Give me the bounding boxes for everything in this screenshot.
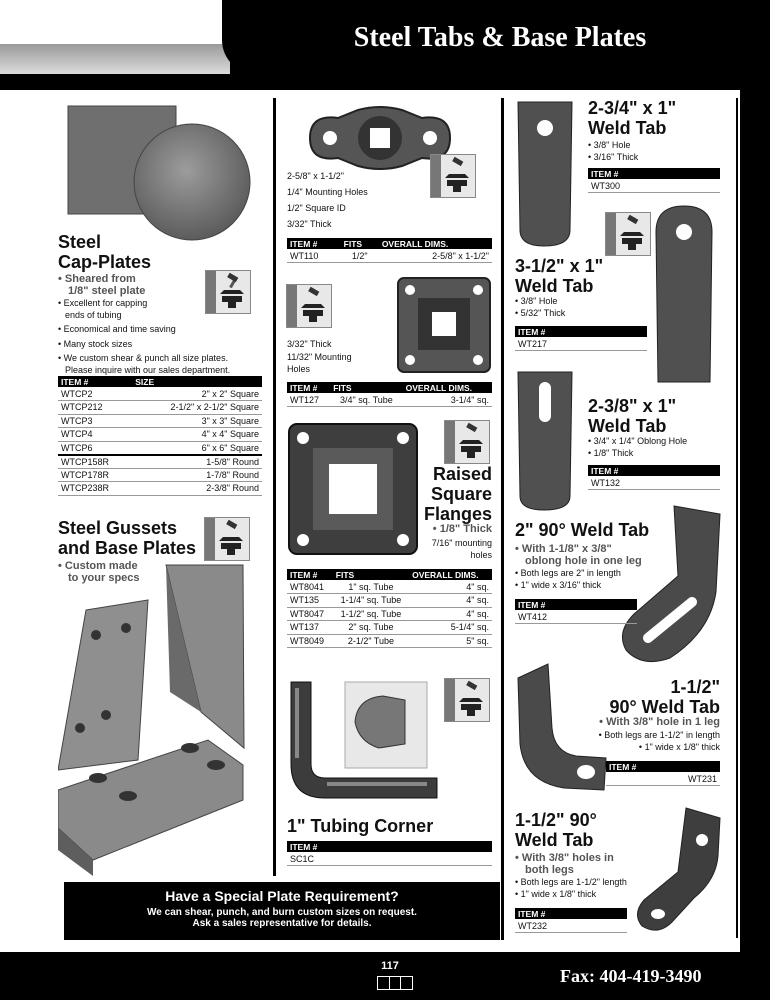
wt300-image [512, 98, 578, 250]
banner-line: We can shear, punch, and burn custom sizes on request. [147, 907, 417, 918]
table-row [606, 772, 720, 786]
wt231-bullets [560, 730, 720, 753]
column-divider-edge [736, 98, 738, 938]
table-row [588, 179, 720, 193]
item-size: 2-3/8" Round [132, 482, 262, 496]
item-fits: 3/4" sq. Tube [330, 393, 402, 407]
table-row [58, 387, 262, 401]
cap-plates-title-line2: Cap-Plates [58, 252, 152, 272]
cap-plates-image [66, 104, 252, 244]
spec-bullet: • 1/8" Thick [588, 447, 634, 458]
table-row [287, 393, 492, 407]
gussets-image [58, 560, 268, 876]
table-row [287, 594, 492, 608]
table-header-row [287, 238, 492, 249]
right-edge-bar [740, 0, 770, 1000]
item-dims: 5" sq. [409, 634, 492, 648]
wt132-bullets [588, 436, 687, 459]
tubing-corner-table [287, 841, 492, 866]
item-dims: 4" sq. [409, 580, 492, 594]
cap-bullet: Please inquire with our sales department. [65, 364, 231, 375]
spec-line: 3/32" Thick [287, 219, 332, 229]
item-dims: 3-1/4" sq. [403, 393, 492, 407]
item-size: 6" x 6" Square [132, 441, 262, 455]
fabrication-badge [286, 284, 332, 328]
item-number: WTCP178R [58, 468, 132, 482]
wt232-title-line2: Weld Tab [515, 830, 594, 850]
raised-flanges-title [400, 464, 492, 524]
spec-bullet: • 1" wide x 1/8" thick [638, 741, 720, 752]
cap-plates-title [58, 232, 151, 272]
table-row [58, 428, 262, 442]
table-header-row [287, 841, 492, 852]
square-flange-table [287, 382, 492, 407]
table-row [58, 401, 262, 415]
page-title: Steel Tabs & Base Plates [353, 22, 647, 53]
spec-bullet: • 3/4" x 1/4" Oblong Hole [588, 436, 688, 446]
special-plate-banner [64, 882, 500, 940]
wt217-title-line1: 3-1/2" x 1" [515, 256, 604, 276]
table-row [287, 607, 492, 621]
cap-plates-table [58, 376, 262, 496]
cap-plates-title-line1: Steel [58, 232, 102, 252]
fax-number: Fax: 404-419-3490 [560, 966, 702, 986]
table-header-row [606, 761, 720, 772]
table-row [287, 634, 492, 648]
wt231-lead: • With 3/8" hole in 1 leg [599, 716, 720, 728]
col-header-dims-label: DIMS. [454, 569, 479, 580]
wt300-table [588, 168, 720, 193]
fabrication-badge [430, 154, 476, 198]
table-row [287, 580, 492, 594]
cap-bullet: • We custom shear & punch all size plates. [58, 353, 229, 363]
wt412-lead-line1: • With 1-1/8" x 3/8" [515, 543, 612, 555]
gussets-lead-line2: to your specs [68, 572, 140, 584]
wt217-title-line2: Weld Tab [515, 276, 594, 296]
col-header-size: SIZE [132, 376, 262, 387]
wt232-title [515, 810, 597, 850]
item-fits: 1/2" [341, 249, 379, 263]
col-header-item: ITEM # [58, 376, 132, 387]
item-number: WTCP2 [58, 387, 132, 401]
spec-line: 7/16" mounting [431, 538, 492, 548]
fabrication-badge [444, 420, 490, 464]
wt412-bullets [515, 568, 621, 591]
anvil-icon [441, 155, 475, 197]
wt217-title [515, 256, 603, 296]
spec-line: 1/4" Mounting Holes [287, 187, 368, 197]
col-header-dims: OVERALL DIMS. [379, 238, 492, 249]
item-number: WTCP212 [58, 401, 132, 415]
anvil-icon [455, 679, 489, 721]
spec-line: holes [470, 549, 492, 560]
spec-bullet: • 3/8" Hole [588, 140, 631, 150]
item-size: 3" x 3" Square [132, 414, 262, 428]
item-size: 2" x 2" Square [132, 387, 262, 401]
col-header-item: ITEM # [287, 569, 333, 580]
col-header-dims [409, 569, 492, 580]
gussets-title [58, 518, 196, 558]
table-row [515, 919, 627, 933]
wt232-bullets [515, 877, 627, 900]
item-number: WT231 [606, 772, 720, 786]
banner-title: Have a Special Plate Requirement? [165, 888, 399, 904]
raised-flanges-title-line: Flanges [423, 504, 492, 524]
item-size: 1-5/8" Round [132, 455, 262, 469]
square-flange-specs [287, 336, 352, 375]
table-header-row [515, 326, 647, 337]
wt300-bullets [588, 140, 638, 163]
item-number: WT8041 [287, 580, 333, 594]
fabrication-badge [444, 678, 490, 722]
badge-strip [205, 518, 215, 560]
anvil-icon [297, 285, 331, 327]
wt232-lead-line2: both legs [525, 864, 574, 876]
item-number: WT135 [287, 594, 333, 608]
table-row [515, 610, 637, 624]
col-header-item: ITEM # [287, 841, 492, 852]
fabrication-badge [605, 212, 651, 256]
cap-bullet: • Economical and time saving [58, 324, 176, 334]
item-number: WTCP6 [58, 441, 132, 455]
table-row [515, 337, 647, 351]
table-header-row [515, 599, 637, 610]
item-number: WT217 [515, 337, 647, 351]
col-header-item: ITEM # [588, 465, 720, 476]
col-header-fits: FITS [330, 382, 402, 393]
column-divider-left [273, 98, 276, 876]
table-header-row [588, 168, 720, 179]
wt217-table [515, 326, 647, 351]
wt231-title-line1: 1-1/2" [670, 677, 720, 697]
anvil-icon [455, 421, 489, 463]
table-row [287, 249, 492, 263]
table-header-row [287, 382, 492, 393]
gussets-title-line2: and Base Plates [58, 538, 197, 558]
item-size: 4" x 4" Square [132, 428, 262, 442]
square-flange-image [396, 276, 492, 374]
raised-flanges-spec [400, 538, 492, 561]
badge-strip [287, 285, 297, 327]
cap-plates-lead [58, 273, 145, 297]
item-number: WTCP238R [58, 482, 132, 496]
item-dims: 4" sq. [409, 607, 492, 621]
wt232-lead-line1: • With 3/8" holes in [515, 852, 614, 864]
header-gradient-bar [0, 44, 230, 74]
spec-bullet: • 1" wide x 3/16" thick [515, 579, 602, 590]
oval-flange-specs [287, 168, 368, 232]
col-header-fits: FITS [341, 238, 379, 249]
item-fits: 1-1/4" sq. Tube [333, 594, 409, 608]
col-header-item: ITEM # [606, 761, 720, 772]
item-number: WT232 [515, 919, 627, 933]
raised-flanges-table [287, 569, 492, 648]
raised-flanges-title-line: Square [430, 484, 492, 504]
fabrication-badge [205, 270, 251, 314]
item-number: WT412 [515, 610, 637, 624]
table-header-row [515, 908, 627, 919]
wt132-table [588, 465, 720, 490]
table-row [58, 441, 262, 455]
table-row [58, 482, 262, 496]
wt412-lead [515, 543, 642, 567]
table-row [58, 414, 262, 428]
table-row [287, 852, 492, 866]
item-size: 2-1/2" x 2-1/2" Square [132, 401, 262, 415]
spec-bullet: • Both legs are 1-1/2" in length [598, 730, 720, 740]
item-number: WTCP3 [58, 414, 132, 428]
wt300-title [588, 98, 676, 138]
item-dims: 4" sq. [409, 594, 492, 608]
page-number: 117 [381, 960, 399, 972]
spec-bullet: • 3/8" Hole [515, 296, 558, 306]
wt231-title [560, 677, 720, 717]
spec-bullet: • 5/32" Thick [515, 307, 566, 318]
cap-bullet: • Excellent for capping [58, 298, 148, 308]
spec-line: 3/32" Thick [287, 339, 332, 349]
item-fits: 1" sq. Tube [333, 580, 409, 594]
table-header-row [287, 569, 492, 580]
wt132-title [588, 396, 676, 436]
item-fits: 1-1/2" sq. Tube [333, 607, 409, 621]
col-header-item: ITEM # [588, 168, 720, 179]
table-row [58, 455, 262, 469]
anvil-icon [616, 213, 650, 255]
wt300-title-line2: Weld Tab [588, 118, 667, 138]
column-divider-right [501, 98, 504, 940]
spec-line: Holes [287, 363, 311, 374]
item-number: WT8049 [287, 634, 333, 648]
cap-bullet: ends of tubing [65, 309, 122, 320]
wt232-lead [515, 852, 614, 876]
item-number: SC1C [287, 852, 492, 866]
col-header-dims: OVERALL DIMS. [403, 382, 492, 393]
spec-line: 11/32" Mounting [287, 352, 352, 362]
item-number: WT110 [287, 249, 341, 263]
spec-bullet: • 3/16" Thick [588, 151, 639, 162]
item-number: WTCP4 [58, 428, 132, 442]
spec-line: 1/2" Square ID [287, 203, 346, 213]
table-row [287, 621, 492, 635]
book-icon [377, 976, 413, 990]
col-header-item: ITEM # [515, 599, 637, 610]
wt231-table [606, 761, 720, 786]
cap-plates-lead-line2: 1/8" steel plate [68, 285, 146, 297]
anvil-icon [215, 518, 249, 560]
spec-line: 2-5/8" x 1-1/2" [287, 171, 344, 181]
raised-flanges-title-line: Raised [432, 464, 492, 484]
item-number: WT132 [588, 476, 720, 490]
wt412-table [515, 599, 637, 624]
wt412-title: 2" 90° Weld Tab [515, 520, 650, 540]
table-row [588, 476, 720, 490]
col-header-fits: FITS [333, 569, 409, 580]
cap-bullet: • Many stock sizes [58, 338, 133, 349]
wt132-image [512, 368, 578, 514]
col-header-item: ITEM # [287, 238, 341, 249]
wt231-title-line2: 90° Weld Tab [609, 697, 720, 717]
item-number: WT8047 [287, 607, 333, 621]
item-number: WT127 [287, 393, 330, 407]
col-header-overall: OVERALL [412, 569, 453, 580]
spec-bullet: • Both legs are 2" in length [515, 568, 621, 578]
badge-strip [206, 271, 216, 313]
wt132-title-line2: Weld Tab [588, 416, 667, 436]
gussets-lead-line1: • Custom made [58, 560, 138, 572]
badge-strip [445, 679, 455, 721]
col-header-item: ITEM # [515, 326, 647, 337]
wt217-bullets [515, 296, 565, 319]
wt232-table [515, 908, 627, 933]
wt217-image [650, 202, 718, 388]
item-number: WTCP158R [58, 455, 132, 469]
item-dims: 5-1/4" sq. [409, 621, 492, 635]
wt232-image [628, 800, 726, 940]
spec-bullet: • Both legs are 1-1/2" length [515, 877, 627, 887]
gussets-title-line1: Steel Gussets [58, 518, 178, 538]
wt300-title-line1: 2-3/4" x 1" [588, 98, 677, 118]
tubing-corner-title: 1" Tubing Corner [287, 816, 434, 836]
wt412-lead-line2: oblong hole in one leg [525, 555, 642, 567]
item-size: 1-7/8" Round [132, 468, 262, 482]
oval-flange-table [287, 238, 492, 263]
col-header-item: ITEM # [515, 908, 627, 919]
raised-flanges-lead: • 1/8" Thick [432, 523, 492, 535]
col-header-item: ITEM # [287, 382, 330, 393]
table-row [58, 468, 262, 482]
item-fits: 2" sq. Tube [333, 621, 409, 635]
badge-strip [431, 155, 441, 197]
anvil-icon [216, 271, 250, 313]
item-number: WT300 [588, 179, 720, 193]
fabrication-badge [204, 517, 250, 561]
table-header-row [58, 376, 262, 387]
banner-line: Ask a sales representative for details. [192, 918, 372, 929]
item-dims: 2-5/8" x 1-1/2" [379, 249, 492, 263]
badge-strip [606, 213, 616, 255]
item-number: WT137 [287, 621, 333, 635]
badge-strip [445, 421, 455, 463]
cap-plates-lead-line1: • Sheared from [58, 273, 136, 285]
spec-bullet: • 1" wide x 1/8" thick [515, 888, 597, 899]
table-header-row [588, 465, 720, 476]
item-fits: 2-1/2" Tube [333, 634, 409, 648]
wt132-title-line1: 2-3/8" x 1" [588, 396, 677, 416]
wt232-title-line1: 1-1/2" 90° [515, 810, 597, 830]
